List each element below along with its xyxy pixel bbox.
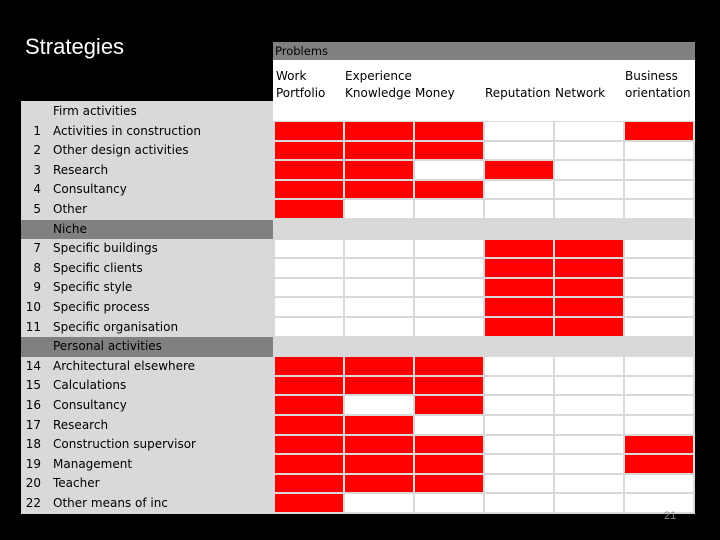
- column-header: Business orientation: [625, 69, 691, 100]
- cell-empty: [555, 142, 623, 160]
- cell-empty: [625, 240, 693, 258]
- cell-marked: [345, 181, 413, 199]
- row-number: 22: [25, 496, 41, 510]
- cell-empty: [275, 240, 343, 258]
- cell-marked: [275, 142, 343, 160]
- cell-empty: [625, 416, 693, 434]
- grid-row: [273, 454, 695, 474]
- grid-row: [273, 278, 695, 298]
- cell-empty: [555, 455, 623, 473]
- row-label: [21, 259, 273, 279]
- cell-empty: [555, 357, 623, 375]
- cell-marked: [275, 357, 343, 375]
- row-label: [21, 416, 273, 436]
- cell-empty: [345, 279, 413, 297]
- row-text: Consultancy: [53, 398, 127, 412]
- cell-marked: [415, 396, 483, 414]
- cell-empty: [485, 416, 553, 434]
- cell-marked: [345, 122, 413, 140]
- row-label: [21, 141, 273, 161]
- grid-row: [273, 141, 695, 161]
- cell-empty: [555, 122, 623, 140]
- cell-empty: [625, 279, 693, 297]
- cell-marked: [275, 161, 343, 179]
- row-label: [21, 376, 273, 396]
- row-label: [21, 278, 273, 298]
- cell-marked: [555, 318, 623, 336]
- row-text: Research: [53, 417, 109, 432]
- row-label: [21, 474, 273, 494]
- cell-empty: [485, 475, 553, 493]
- row-number: 18: [25, 437, 41, 452]
- problems-header: Problems: [273, 42, 695, 60]
- cell-empty: [625, 318, 693, 336]
- cell-empty: [555, 475, 623, 493]
- row-label: [21, 122, 273, 142]
- row-text: Research: [53, 162, 109, 177]
- cell-empty: [555, 161, 623, 179]
- grid-row: [273, 258, 695, 278]
- cell-empty: [275, 298, 343, 316]
- cell-empty: [555, 396, 623, 414]
- row-label: [21, 161, 273, 181]
- row-text: Specific process: [53, 300, 150, 314]
- cell-marked: [275, 455, 343, 473]
- row-text: Management: [53, 456, 133, 471]
- grid-row: [273, 160, 695, 180]
- column-header: Money: [415, 86, 455, 100]
- grid-row: [273, 199, 695, 219]
- cell-marked: [275, 475, 343, 493]
- strategy-problem-grid: [273, 121, 695, 514]
- cell-empty: [415, 240, 483, 258]
- row-label: [21, 435, 273, 455]
- cell-marked: [485, 318, 553, 336]
- row-text: Construction supervisor: [53, 437, 196, 452]
- cell-empty: [415, 259, 483, 277]
- cell-empty: [485, 436, 553, 454]
- cell-marked: [485, 240, 553, 258]
- grid-row: [273, 180, 695, 200]
- row-number: 14: [25, 358, 41, 373]
- cell-marked: [415, 357, 483, 375]
- cell-empty: [625, 494, 693, 512]
- row-text: Consultancy: [53, 182, 127, 197]
- row-text: Specific buildings: [53, 241, 158, 256]
- cell-marked: [415, 455, 483, 473]
- cell-empty: [485, 200, 553, 218]
- cell-empty: [485, 142, 553, 160]
- cell-empty: [345, 494, 413, 512]
- cell-empty: [345, 318, 413, 336]
- cell-marked: [345, 436, 413, 454]
- section-label: [21, 220, 273, 240]
- column-header: Work Portfolio: [276, 69, 326, 100]
- row-label: [21, 298, 273, 318]
- cell-marked: [275, 122, 343, 140]
- cell-marked: [345, 142, 413, 160]
- row-text: Specific clients: [53, 260, 143, 275]
- cell-marked: [275, 181, 343, 199]
- cell-empty: [415, 416, 483, 434]
- cell-marked: [275, 494, 343, 512]
- cell-marked: [345, 475, 413, 493]
- row-number: 5: [33, 202, 41, 216]
- row-number: 20: [25, 476, 41, 491]
- column-headers: [273, 60, 695, 121]
- cell-marked: [345, 377, 413, 395]
- row-number: 16: [25, 398, 41, 412]
- cell-empty: [555, 181, 623, 199]
- cell-empty: [555, 494, 623, 512]
- row-number: 3: [33, 162, 41, 177]
- cell-empty: [485, 181, 553, 199]
- row-text: Calculations: [53, 378, 127, 393]
- cell-marked: [415, 436, 483, 454]
- row-text: Other: [53, 202, 88, 216]
- grid-row: [273, 356, 695, 376]
- grid-row: [273, 317, 695, 337]
- cell-empty: [485, 396, 553, 414]
- cell-empty: [625, 161, 693, 179]
- row-label: [21, 357, 273, 377]
- row-text: Niche: [53, 221, 87, 236]
- cell-empty: [625, 475, 693, 493]
- cell-empty: [485, 494, 553, 512]
- row-label: [21, 200, 273, 220]
- section-label: [21, 337, 273, 357]
- cell-marked: [485, 259, 553, 277]
- cell-empty: [625, 200, 693, 218]
- grid-row: [273, 474, 695, 494]
- grid-row: [273, 493, 695, 513]
- cell-marked: [485, 298, 553, 316]
- cell-empty: [345, 396, 413, 414]
- cell-empty: [625, 142, 693, 160]
- row-number: 4: [33, 182, 41, 197]
- cell-marked: [345, 455, 413, 473]
- cell-empty: [415, 494, 483, 512]
- cell-marked: [415, 377, 483, 395]
- cell-empty: [275, 279, 343, 297]
- cell-marked: [415, 181, 483, 199]
- cell-marked: [485, 161, 553, 179]
- cell-marked: [625, 455, 693, 473]
- grid-section-row: [273, 219, 695, 239]
- row-text: Personal activities: [53, 339, 162, 354]
- column-header: Experience Knowledge: [345, 69, 412, 100]
- cell-empty: [415, 161, 483, 179]
- grid-row: [273, 415, 695, 435]
- cell-empty: [415, 200, 483, 218]
- row-labels-panel: [21, 101, 273, 514]
- cell-empty: [555, 416, 623, 434]
- row-label: [21, 239, 273, 259]
- cell-marked: [275, 200, 343, 218]
- row-number: 15: [25, 378, 41, 393]
- column-header: Reputation: [485, 86, 551, 100]
- cell-marked: [275, 436, 343, 454]
- cell-marked: [555, 279, 623, 297]
- cell-empty: [345, 240, 413, 258]
- cell-empty: [485, 455, 553, 473]
- cell-marked: [625, 122, 693, 140]
- cell-marked: [555, 240, 623, 258]
- row-text: Teacher: [53, 476, 100, 491]
- section-label: [21, 102, 273, 122]
- cell-empty: [625, 259, 693, 277]
- row-text: Other design activities: [53, 143, 189, 158]
- cell-empty: [275, 318, 343, 336]
- cell-empty: [275, 259, 343, 277]
- cell-marked: [555, 259, 623, 277]
- row-label: [21, 396, 273, 416]
- grid-row: [273, 297, 695, 317]
- cell-empty: [485, 357, 553, 375]
- row-label: [21, 318, 273, 338]
- cell-empty: [625, 357, 693, 375]
- row-number: 8: [33, 260, 41, 275]
- cell-empty: [555, 377, 623, 395]
- cell-marked: [555, 298, 623, 316]
- cell-empty: [345, 298, 413, 316]
- cell-empty: [625, 396, 693, 414]
- cell-empty: [625, 298, 693, 316]
- row-text: Specific style: [53, 280, 133, 295]
- cell-empty: [415, 298, 483, 316]
- cell-marked: [275, 377, 343, 395]
- row-label: [21, 494, 273, 514]
- cell-empty: [345, 200, 413, 218]
- row-number: 7: [33, 241, 41, 256]
- row-number: 11: [25, 319, 41, 334]
- grid-row: [273, 395, 695, 415]
- row-text: Activities in construction: [53, 123, 201, 138]
- cell-marked: [625, 436, 693, 454]
- cell-empty: [625, 377, 693, 395]
- cell-empty: [485, 122, 553, 140]
- row-label: [21, 180, 273, 200]
- cell-marked: [485, 279, 553, 297]
- row-label: [21, 455, 273, 475]
- grid-row: [273, 435, 695, 455]
- cell-marked: [275, 396, 343, 414]
- grid-row: [273, 121, 695, 141]
- row-number: 9: [33, 280, 41, 295]
- cell-empty: [485, 377, 553, 395]
- column-header: Network: [555, 86, 606, 100]
- row-number: 17: [25, 417, 41, 432]
- cell-empty: [625, 181, 693, 199]
- cell-marked: [415, 475, 483, 493]
- cell-marked: [345, 416, 413, 434]
- cell-empty: [415, 279, 483, 297]
- cell-empty: [415, 318, 483, 336]
- row-number: 1: [33, 123, 41, 138]
- cell-marked: [275, 416, 343, 434]
- grid-row: [273, 239, 695, 259]
- cell-marked: [345, 161, 413, 179]
- row-text: Firm activities: [53, 104, 137, 118]
- row-number: 10: [25, 300, 41, 314]
- cell-marked: [345, 357, 413, 375]
- cell-empty: [345, 259, 413, 277]
- slide-title: Strategies: [25, 34, 125, 59]
- row-number: 2: [33, 143, 41, 158]
- row-text: Other means of inc: [53, 496, 168, 510]
- cell-marked: [415, 122, 483, 140]
- page-number: 21: [664, 510, 677, 522]
- cell-empty: [555, 436, 623, 454]
- row-text: Specific organisation: [53, 319, 179, 334]
- row-text: Architectural elsewhere: [53, 358, 196, 373]
- grid-row: [273, 376, 695, 396]
- cell-empty: [555, 200, 623, 218]
- grid-section-row: [273, 337, 695, 357]
- cell-marked: [415, 142, 483, 160]
- row-number: 19: [25, 456, 41, 471]
